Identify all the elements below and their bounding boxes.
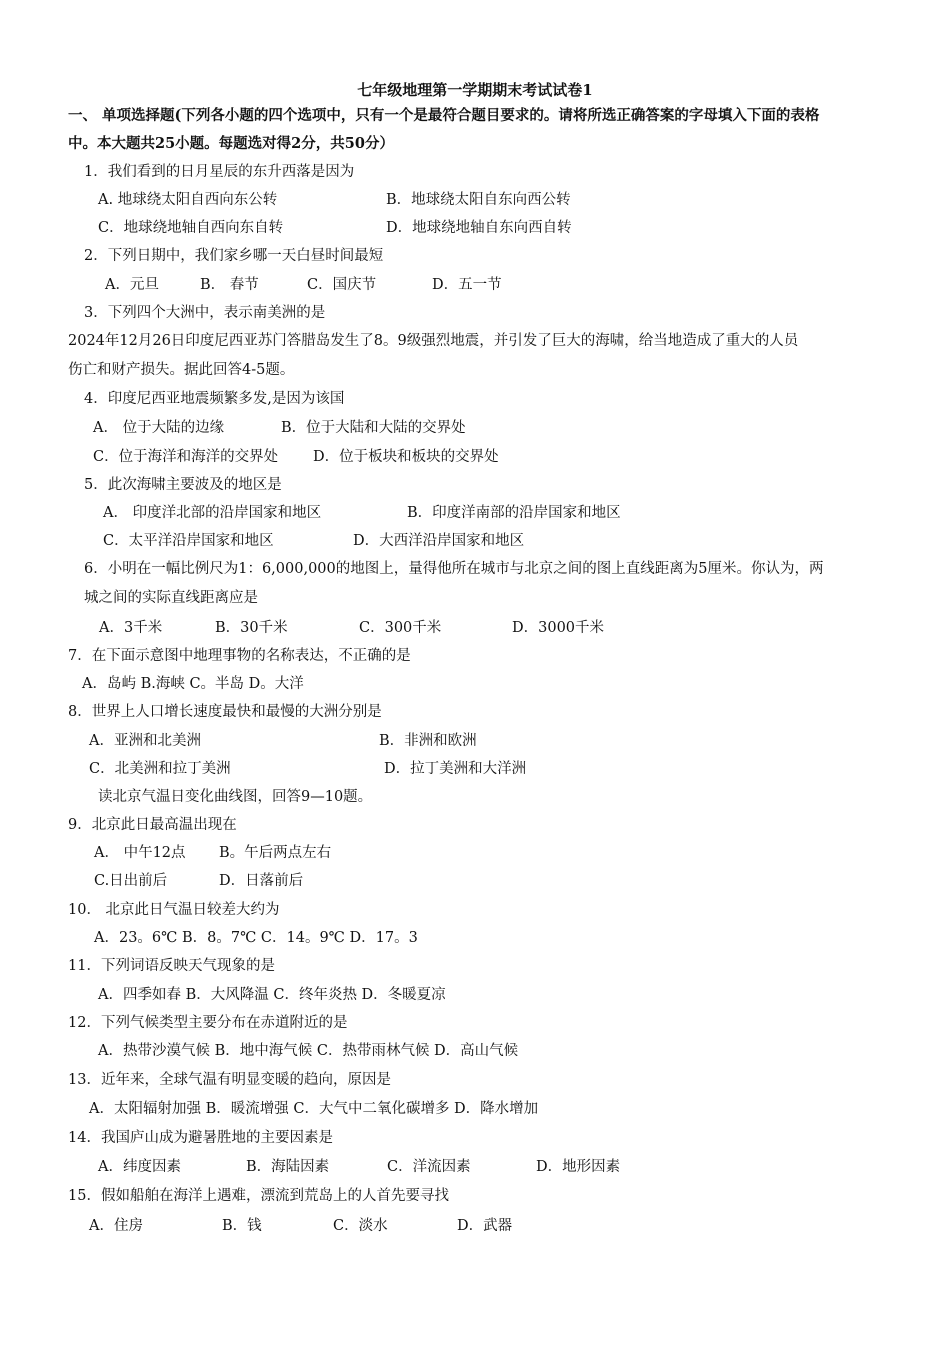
question-1-option-b: B．地球绕太阳自东向西公转 [386,192,571,208]
question-10-options: A．23。6℃ B．8。7℃ C．14。9℃ D．17。3 [94,930,418,946]
question-6-stem-line1: 6．小明在一幅比例尺为1：6,000,000的地图上，量得他所在城市与北京之间的图上直线距离为5厘米。你认为，两 [84,561,824,577]
question-2-option-b: B． 春节 [200,277,259,293]
question-9-option-c: C.日出前后 [94,873,168,889]
question-7-options: A．岛屿 B.海峡 C。半岛 D。大洋 [82,676,304,692]
question-3-stem: 3．下列四个大洲中，表示南美洲的是 [84,305,326,321]
question-14-stem: 14．我国庐山成为避暑胜地的主要因素是 [68,1130,333,1146]
question-8-option-d: D．拉丁美洲和大洋洲 [384,761,527,777]
question-4-option-a: A． 位于大陆的边缘 [93,420,225,436]
question-13-stem: 13．近年来，全球气温有明显变暖的趋向，原因是 [68,1072,391,1088]
question-15-option-a: A．住房 [89,1218,143,1234]
question-9-option-a: A． 中午12点 [94,845,186,861]
question-6-option-a: A．3千米 [99,620,163,636]
question-13-options: A．太阳辐射加强 B．暖流增强 C．大气中二氧化碳增多 D．降水增加 [89,1101,539,1117]
question-12-stem: 12．下列气候类型主要分布在赤道附近的是 [68,1015,348,1031]
question-4-stem: 4．印度尼西亚地震频繁多发,是因为该国 [84,391,345,407]
question-11-stem: 11．下列词语反映天气现象的是 [68,958,275,974]
question-8-option-b: B．非洲和欧洲 [379,733,477,749]
question-4-option-b: B．位于大陆和大陆的交界处 [281,420,466,436]
question-15-option-d: D．武器 [457,1218,513,1234]
question-15-option-c: C．淡水 [333,1218,388,1234]
question-8-option-a: A．亚洲和北美洲 [89,733,201,749]
question-1-stem: 1．我们看到的日月星辰的东升西落是因为 [84,164,355,180]
question-5-stem: 5．此次海啸主要波及的地区是 [84,477,282,493]
question-11-options: A．四季如春 B．大风降温 C．终年炎热 D．冬暖夏凉 [98,987,446,1003]
section-heading-line2: 中。本大题共25小题。每题选对得2分，共50分） [68,135,394,152]
question-4-option-c: C．位于海洋和海洋的交界处 [93,449,279,465]
question-8-option-c: C．北美洲和拉丁美洲 [89,761,231,777]
question-2-stem: 2．下列日期中，我们家乡哪一天白昼时间最短 [84,248,384,264]
question-1-option-d: D．地球绕地轴自东向西自转 [386,220,572,236]
question-5-option-a: A． 印度洋北部的沿岸国家和地区 [103,505,322,521]
question-9-option-d: D．日落前后 [219,873,304,889]
question-5-option-c: C．太平洋沿岸国家和地区 [103,533,274,549]
question-14-option-a: A．纬度因素 [98,1159,181,1175]
question-4-option-d: D．位于板块和板块的交界处 [313,449,499,465]
question-6-option-c: C．300千米 [359,620,442,636]
question-15-stem: 15．假如船舶在海洋上遇难，漂流到荒岛上的人首先要寻找 [68,1188,449,1204]
question-14-option-c: C．洋流因素 [387,1159,471,1175]
question-12-options: A．热带沙漠气候 B．地中海气候 C．热带雨林气候 D．高山气候 [98,1043,519,1059]
question-9-option-b: B。午后两点左右 [219,845,332,861]
question-2-option-d: D．五一节 [432,277,502,293]
passage-4-5-line1: 2024年12月26日印度尼西亚苏门答腊岛发生了8。9级强烈地震，并引发了巨大的海啸，给当地造成了重大的人员 [68,333,799,349]
question-9-stem: 9．北京此日最高温出现在 [68,817,237,833]
question-14-option-b: B．海陆因素 [246,1159,330,1175]
question-1-option-a: A. 地球绕太阳自西向东公转 [98,192,278,208]
section-heading-line1: 一、 单项选择题(下列各小题的四个选项中，只有一个是最符合题目要求的。请将所选正确答案的字母填入下面的表格 [68,107,820,124]
question-15-option-b: B．钱 [222,1218,262,1234]
question-6-option-d: D．3000千米 [512,620,605,636]
question-8-stem: 8．世界上人口增长速度最快和最慢的大洲分别是 [68,704,382,720]
question-6-option-b: B．30千米 [215,620,288,636]
question-5-option-b: B．印度洋南部的沿岸国家和地区 [407,505,621,521]
question-2-option-a: A．元旦 [105,277,159,293]
question-6-stem-line2: 城之间的实际直线距离应是 [84,590,258,606]
passage-4-5-line2: 伤亡和财产损失。据此回答4-5题。 [68,362,295,378]
question-7-stem: 7．在下面示意图中地理事物的名称表达，不正确的是 [68,648,411,664]
passage-9-10: 读北京气温日变化曲线图，回答9—10题。 [98,789,373,805]
question-1-option-c: C．地球绕地轴自西向东自转 [98,220,284,236]
question-5-option-d: D．大西洋沿岸国家和地区 [353,533,525,549]
question-2-option-c: C．国庆节 [307,277,377,293]
page-title: 七年级地理第一学期期末考试试卷1 [357,81,593,99]
question-10-stem: 10． 北京此日气温日较差大约为 [68,902,280,918]
question-14-option-d: D．地形因素 [536,1159,621,1175]
